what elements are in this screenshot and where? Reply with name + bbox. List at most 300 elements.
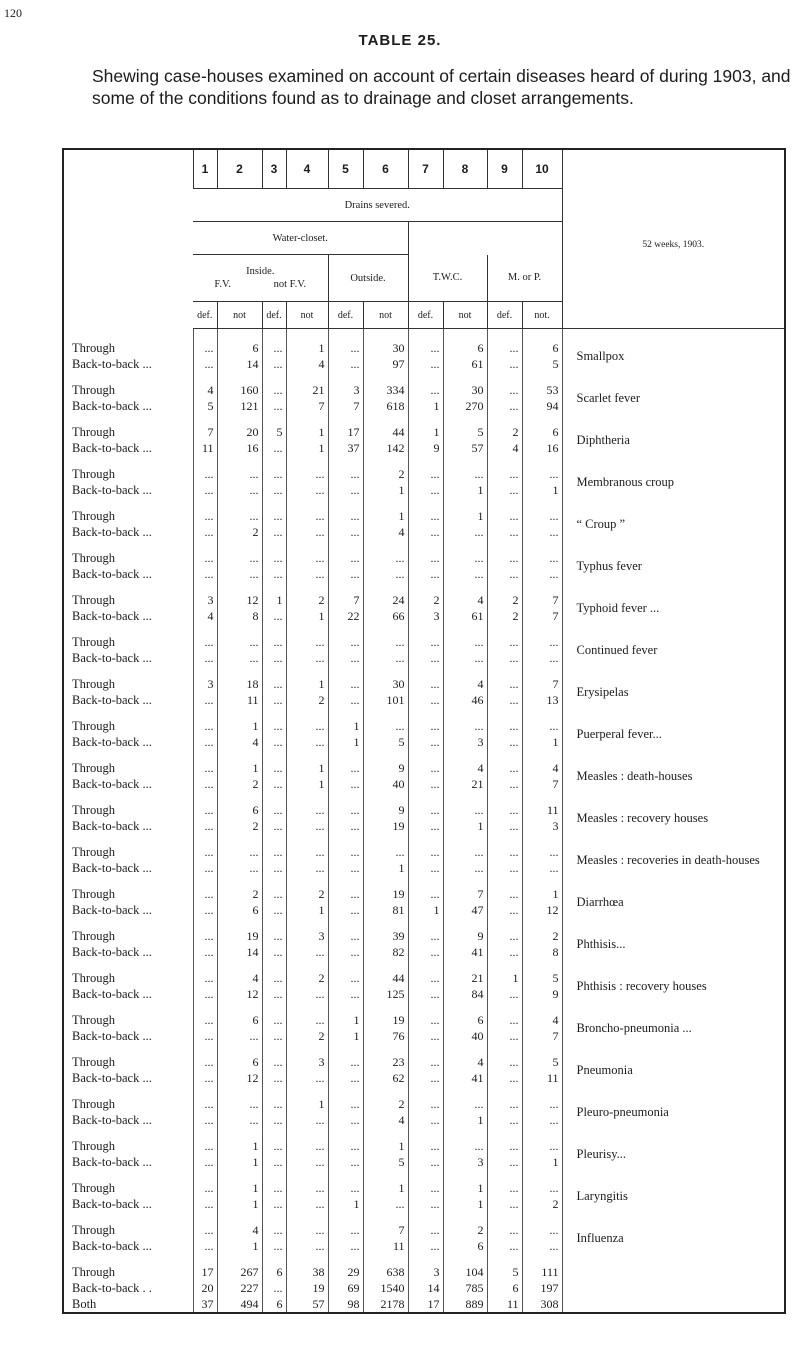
table-cell: ... xyxy=(408,818,443,834)
table-cell: 21 xyxy=(286,382,328,398)
table-cell: 81 xyxy=(363,902,408,918)
table-cell: 3 xyxy=(443,734,487,750)
table-cell: ... xyxy=(328,860,363,876)
table-cell: ... xyxy=(328,1138,363,1154)
table-cell: 2 xyxy=(363,466,408,482)
table-cell: 618 xyxy=(363,398,408,414)
disease-name: Puerperal fever... xyxy=(562,718,785,750)
row-label: Through xyxy=(72,971,116,985)
disease-name: Pneumonia xyxy=(562,1054,785,1086)
table-cell: ... xyxy=(487,508,522,524)
row-label: Back-to-back ... xyxy=(72,777,152,791)
table-cell: 4 xyxy=(522,760,562,776)
row-label: Through xyxy=(72,887,116,901)
table-cell: ... xyxy=(487,1238,522,1254)
table-cell: 40 xyxy=(363,776,408,792)
table-cell: ... xyxy=(487,1054,522,1070)
table-cell: 9 xyxy=(522,986,562,1002)
table-cell: ... xyxy=(193,466,217,482)
table-cell: ... xyxy=(217,650,262,666)
table-cell: 4 xyxy=(443,676,487,692)
table-cell: 8 xyxy=(217,608,262,624)
table-cell: ... xyxy=(193,634,217,650)
table-cell: 61 xyxy=(443,356,487,372)
table-cell: ... xyxy=(487,340,522,356)
table-cell: ... xyxy=(487,1138,522,1154)
disease-name: Pleurisy... xyxy=(562,1138,785,1170)
table-cell: ... xyxy=(443,466,487,482)
table-cell: ... xyxy=(262,340,286,356)
table-cell: ... xyxy=(328,634,363,650)
table-cell: 3 xyxy=(443,1154,487,1170)
table-cell: 1 xyxy=(443,1180,487,1196)
table-cell: 1 xyxy=(408,424,443,440)
table-cell: 20 xyxy=(217,424,262,440)
table-cell: 3 xyxy=(193,676,217,692)
table-cell: ... xyxy=(487,1096,522,1112)
table-cell: ... xyxy=(262,928,286,944)
table-cell: 12 xyxy=(522,902,562,918)
table-cell: ... xyxy=(286,718,328,734)
table-cell: 57 xyxy=(443,440,487,456)
table-row xyxy=(63,760,785,776)
table-cell: 2 xyxy=(217,524,262,540)
table-cell: ... xyxy=(487,650,522,666)
table-cell: ... xyxy=(328,508,363,524)
table-cell: ... xyxy=(286,1180,328,1196)
table-cell: ... xyxy=(522,508,562,524)
table-cell: 6 xyxy=(217,1054,262,1070)
table-cell: 19 xyxy=(363,1012,408,1028)
table-row xyxy=(63,802,785,818)
total-cell: 6 xyxy=(487,1280,522,1296)
table-cell: ... xyxy=(286,524,328,540)
table-cell: 2 xyxy=(286,692,328,708)
table-cell: ... xyxy=(487,1180,522,1196)
table-cell: 1 xyxy=(286,776,328,792)
table-cell: ... xyxy=(193,886,217,902)
def-label: def. xyxy=(337,309,354,321)
disease-name: Pleuro-pneumonia xyxy=(562,1096,785,1128)
disease-header-top xyxy=(562,149,785,189)
row-label: Back-to-back ... xyxy=(72,567,152,581)
table-cell: ... xyxy=(522,650,562,666)
row-label: Through xyxy=(72,1013,116,1027)
table-cell: ... xyxy=(262,718,286,734)
table-cell: 7 xyxy=(443,886,487,902)
table-cell: 2 xyxy=(286,592,328,608)
table-cell: ... xyxy=(262,860,286,876)
not-fv-label: not F.V. xyxy=(273,279,307,290)
table-cell: ... xyxy=(217,550,262,566)
water-closet-label: Water-closet. xyxy=(272,232,328,244)
total-cell: 57 xyxy=(286,1296,328,1313)
table-cell: ... xyxy=(193,508,217,524)
total-row xyxy=(63,1280,785,1296)
table-cell: 12 xyxy=(217,592,262,608)
disease-name: Measles : recovery houses xyxy=(562,802,785,834)
table-cell: 4 xyxy=(217,970,262,986)
table-cell: 1 xyxy=(328,734,363,750)
table-cell: 1 xyxy=(443,482,487,498)
table-cell: ... xyxy=(262,608,286,624)
col-number-10: 10 xyxy=(535,162,549,176)
table-cell: ... xyxy=(408,566,443,582)
table-cell: ... xyxy=(217,466,262,482)
table-cell: ... xyxy=(408,886,443,902)
col-number-3: 3 xyxy=(270,162,278,176)
def-label: def. xyxy=(266,309,282,321)
table-cell: ... xyxy=(286,466,328,482)
table-cell: ... xyxy=(408,634,443,650)
table-cell: 2 xyxy=(217,886,262,902)
table-cell: ... xyxy=(193,550,217,566)
table-cell: ... xyxy=(286,734,328,750)
row-label: Back-to-back ... xyxy=(72,651,152,665)
table-cell: ... xyxy=(328,776,363,792)
table-cell: ... xyxy=(408,1096,443,1112)
not-label: not xyxy=(458,309,472,321)
table-cell: 18 xyxy=(217,676,262,692)
table-cell: 3 xyxy=(286,1054,328,1070)
table-cell: 6 xyxy=(522,340,562,356)
disease-name: Measles : death-houses xyxy=(562,760,785,792)
table-cell: ... xyxy=(262,970,286,986)
table-cell: ... xyxy=(286,550,328,566)
table-cell: ... xyxy=(286,1222,328,1238)
col-number-9: 9 xyxy=(501,162,508,176)
not-label: not xyxy=(379,309,392,321)
table-cell: ... xyxy=(193,760,217,776)
table-cell: 2 xyxy=(286,970,328,986)
table-cell: 1 xyxy=(328,1012,363,1028)
table-cell: ... xyxy=(262,734,286,750)
table-cell: ... xyxy=(286,650,328,666)
row-label: Through xyxy=(72,341,116,355)
table-cell: 2 xyxy=(443,1222,487,1238)
table-cell: ... xyxy=(408,508,443,524)
disease-name: Broncho-pneumonia ... xyxy=(562,1012,785,1044)
table-row xyxy=(63,844,785,860)
table-cell: ... xyxy=(328,1222,363,1238)
table-cell: 6 xyxy=(443,340,487,356)
def-label: def. xyxy=(417,309,434,321)
table-cell: 1 xyxy=(286,608,328,624)
table-cell: ... xyxy=(262,650,286,666)
table-cell: ... xyxy=(217,508,262,524)
table-cell: 1 xyxy=(286,340,328,356)
table-cell: ... xyxy=(286,508,328,524)
total-cell: 785 xyxy=(443,1280,487,1296)
table-cell: 2 xyxy=(487,424,522,440)
table-row xyxy=(63,592,785,608)
table-cell: 12 xyxy=(217,986,262,1002)
table-cell: 1 xyxy=(286,424,328,440)
total-row xyxy=(63,1264,785,1280)
table-row xyxy=(63,1054,785,1070)
table-cell: 4 xyxy=(193,608,217,624)
table-cell: 13 xyxy=(522,692,562,708)
table-cell: 1 xyxy=(217,1196,262,1212)
table-cell: 94 xyxy=(522,398,562,414)
table-cell: ... xyxy=(408,1054,443,1070)
table-title: TABLE 25. xyxy=(358,32,442,49)
table-cell: ... xyxy=(328,970,363,986)
table-cell: 11 xyxy=(363,1238,408,1254)
row-label: Back-to-back ... xyxy=(72,819,152,833)
table-cell: ... xyxy=(487,398,522,414)
row-label: Through xyxy=(72,803,116,817)
table-cell: ... xyxy=(193,1180,217,1196)
table-cell: ... xyxy=(522,524,562,540)
table-cell: 3 xyxy=(193,592,217,608)
table-cell: 4 xyxy=(217,1222,262,1238)
table-cell: ... xyxy=(262,886,286,902)
drains-severed-label: Drains severed. xyxy=(344,199,410,211)
table-cell: ... xyxy=(193,944,217,960)
table-cell: 121 xyxy=(217,398,262,414)
table-cell: ... xyxy=(286,1196,328,1212)
table-cell: ... xyxy=(193,1054,217,1070)
table-cell: ... xyxy=(193,1138,217,1154)
table-cell: ... xyxy=(487,382,522,398)
table-cell: 5 xyxy=(522,970,562,986)
table-cell: ... xyxy=(328,482,363,498)
table-cell: ... xyxy=(328,1096,363,1112)
table-cell: ... xyxy=(262,944,286,960)
table-cell: ... xyxy=(487,482,522,498)
table-cell: ... xyxy=(193,1222,217,1238)
table-row xyxy=(63,928,785,944)
table-cell: ... xyxy=(328,886,363,902)
table-cell: 2 xyxy=(487,608,522,624)
table-cell: 12 xyxy=(217,1070,262,1086)
table-cell: ... xyxy=(286,1138,328,1154)
table-cell: ... xyxy=(328,692,363,708)
row-label: Through xyxy=(72,425,116,439)
table-row xyxy=(63,886,785,902)
table-row xyxy=(63,508,785,524)
row-label: Back-to-back ... xyxy=(72,525,152,539)
table-cell: 1 xyxy=(217,1138,262,1154)
table-cell: ... xyxy=(262,1096,286,1112)
table-cell: 5 xyxy=(363,734,408,750)
table-cell: ... xyxy=(443,860,487,876)
table-cell: ... xyxy=(522,1112,562,1128)
table-cell: 142 xyxy=(363,440,408,456)
table-cell: ... xyxy=(262,382,286,398)
table-cell: ... xyxy=(328,844,363,860)
table-cell: ... xyxy=(193,734,217,750)
table-cell: ... xyxy=(193,692,217,708)
row-label: Back-to-back ... xyxy=(72,1029,152,1043)
table-cell: ... xyxy=(443,1138,487,1154)
table-cell: ... xyxy=(487,776,522,792)
table-cell: 7 xyxy=(522,592,562,608)
disease-name: Erysipelas xyxy=(562,676,785,708)
table-cell: ... xyxy=(522,1180,562,1196)
table-cell: ... xyxy=(408,356,443,372)
table-row xyxy=(63,718,785,734)
table-cell: 11 xyxy=(193,440,217,456)
table-cell: ... xyxy=(262,634,286,650)
table-cell: 9 xyxy=(443,928,487,944)
disease-name: Typhus fever xyxy=(562,550,785,582)
table-cell: ... xyxy=(487,566,522,582)
table-cell: ... xyxy=(328,1054,363,1070)
row-label: Back-to-back ... xyxy=(72,1155,152,1169)
table-cell: ... xyxy=(286,1012,328,1028)
table-cell: ... xyxy=(193,860,217,876)
table-cell: 16 xyxy=(217,440,262,456)
twc-label: T.W.C. xyxy=(432,272,463,284)
total-cell: 19 xyxy=(286,1280,328,1296)
table-cell: 9 xyxy=(363,760,408,776)
table-cell: ... xyxy=(262,398,286,414)
table-cell: ... xyxy=(328,1238,363,1254)
table-cell: 1 xyxy=(328,1196,363,1212)
table-cell: ... xyxy=(217,634,262,650)
row-label: Through xyxy=(72,509,116,523)
table-cell: 6 xyxy=(217,340,262,356)
disease-name: Continued fever xyxy=(562,634,785,666)
table-cell: ... xyxy=(262,1028,286,1044)
total-cell: 20 xyxy=(193,1280,217,1296)
row-label: Back-to-back ... xyxy=(72,1071,152,1085)
table-cell: 7 xyxy=(522,676,562,692)
table-cell: ... xyxy=(487,1070,522,1086)
table-cell: ... xyxy=(408,860,443,876)
total-cell: 2178 xyxy=(363,1296,408,1313)
table-cell: ... xyxy=(328,1070,363,1086)
table-cell: 23 xyxy=(363,1054,408,1070)
def-label: def. xyxy=(496,309,513,321)
row-label: Through xyxy=(72,719,116,733)
case-houses-table xyxy=(62,148,786,1314)
table-cell: ... xyxy=(487,886,522,902)
table-cell: 11 xyxy=(522,1070,562,1086)
table-cell: ... xyxy=(262,1222,286,1238)
table-cell: ... xyxy=(286,1154,328,1170)
total-cell: 17 xyxy=(193,1264,217,1280)
disease-name: Diphtheria xyxy=(562,424,785,456)
table-cell: ... xyxy=(193,1028,217,1044)
table-cell: 4 xyxy=(286,356,328,372)
table-cell: ... xyxy=(262,776,286,792)
fv-label: F.V. xyxy=(214,279,231,290)
table-cell: 1 xyxy=(217,760,262,776)
table-cell: ... xyxy=(487,734,522,750)
table-cell: ... xyxy=(487,1154,522,1170)
table-cell: ... xyxy=(408,382,443,398)
table-cell: ... xyxy=(262,356,286,372)
table-cell: 19 xyxy=(217,928,262,944)
table-cell: 41 xyxy=(443,1070,487,1086)
not-label: not. xyxy=(534,309,550,321)
table-cell: ... xyxy=(262,1012,286,1028)
row-label: Through xyxy=(72,1139,116,1153)
disease-name: Measles : recoveries in death-houses xyxy=(562,844,785,876)
table-row xyxy=(63,1138,785,1154)
table-cell: 41 xyxy=(443,944,487,960)
table-cell: ... xyxy=(408,760,443,776)
table-cell: 47 xyxy=(443,902,487,918)
table-cell: ... xyxy=(328,760,363,776)
table-cell: ... xyxy=(408,692,443,708)
table-cell: ... xyxy=(193,1238,217,1254)
table-cell: ... xyxy=(522,718,562,734)
table-row xyxy=(63,466,785,482)
table-cell: ... xyxy=(328,928,363,944)
table-cell: 1 xyxy=(286,676,328,692)
table-row xyxy=(63,1012,785,1028)
table-row xyxy=(63,1180,785,1196)
table-cell: ... xyxy=(262,818,286,834)
table-cell: 30 xyxy=(363,340,408,356)
table-cell: ... xyxy=(408,482,443,498)
total-cell: 889 xyxy=(443,1296,487,1313)
table-cell: 1 xyxy=(217,1180,262,1196)
table-cell: ... xyxy=(193,902,217,918)
table-cell: ... xyxy=(443,802,487,818)
table-cell: 53 xyxy=(522,382,562,398)
table-cell: ... xyxy=(363,566,408,582)
table-cell: ... xyxy=(487,1112,522,1128)
table-cell: 5 xyxy=(443,424,487,440)
table-cell: ... xyxy=(408,1238,443,1254)
table-cell: 4 xyxy=(363,524,408,540)
table-cell: 76 xyxy=(363,1028,408,1044)
table-cell: ... xyxy=(262,1180,286,1196)
table-cell: ... xyxy=(193,356,217,372)
table-cell: ... xyxy=(487,844,522,860)
table-cell: ... xyxy=(487,760,522,776)
table-cell: ... xyxy=(328,356,363,372)
table-cell: ... xyxy=(217,844,262,860)
table-cell: ... xyxy=(286,482,328,498)
table-cell: ... xyxy=(408,1180,443,1196)
table-cell: ... xyxy=(443,718,487,734)
table-cell: 1 xyxy=(217,1238,262,1254)
table-cell: ... xyxy=(487,818,522,834)
table-cell: ... xyxy=(286,1238,328,1254)
table-cell: ... xyxy=(408,650,443,666)
table-cell: ... xyxy=(408,986,443,1002)
table-cell: 270 xyxy=(443,398,487,414)
table-cell: ... xyxy=(286,818,328,834)
table-cell: 21 xyxy=(443,776,487,792)
table-cell: 3 xyxy=(286,928,328,944)
table-cell: ... xyxy=(487,634,522,650)
total-cell: 1540 xyxy=(363,1280,408,1296)
table-cell: ... xyxy=(487,524,522,540)
table-cell: 1 xyxy=(443,1196,487,1212)
total-cell: 11 xyxy=(487,1296,522,1313)
table-cell: ... xyxy=(487,928,522,944)
table-cell: ... xyxy=(328,566,363,582)
table-cell: ... xyxy=(487,550,522,566)
table-cell: 97 xyxy=(363,356,408,372)
row-label: Through xyxy=(72,677,116,691)
table-cell: 1 xyxy=(286,440,328,456)
table-row xyxy=(63,970,785,986)
table-cell: 1 xyxy=(217,718,262,734)
table-cell: ... xyxy=(193,844,217,860)
row-label: Back-to-back ... xyxy=(72,735,152,749)
table-row xyxy=(63,634,785,650)
table-cell: 39 xyxy=(363,928,408,944)
total-label: Both xyxy=(72,1297,97,1311)
